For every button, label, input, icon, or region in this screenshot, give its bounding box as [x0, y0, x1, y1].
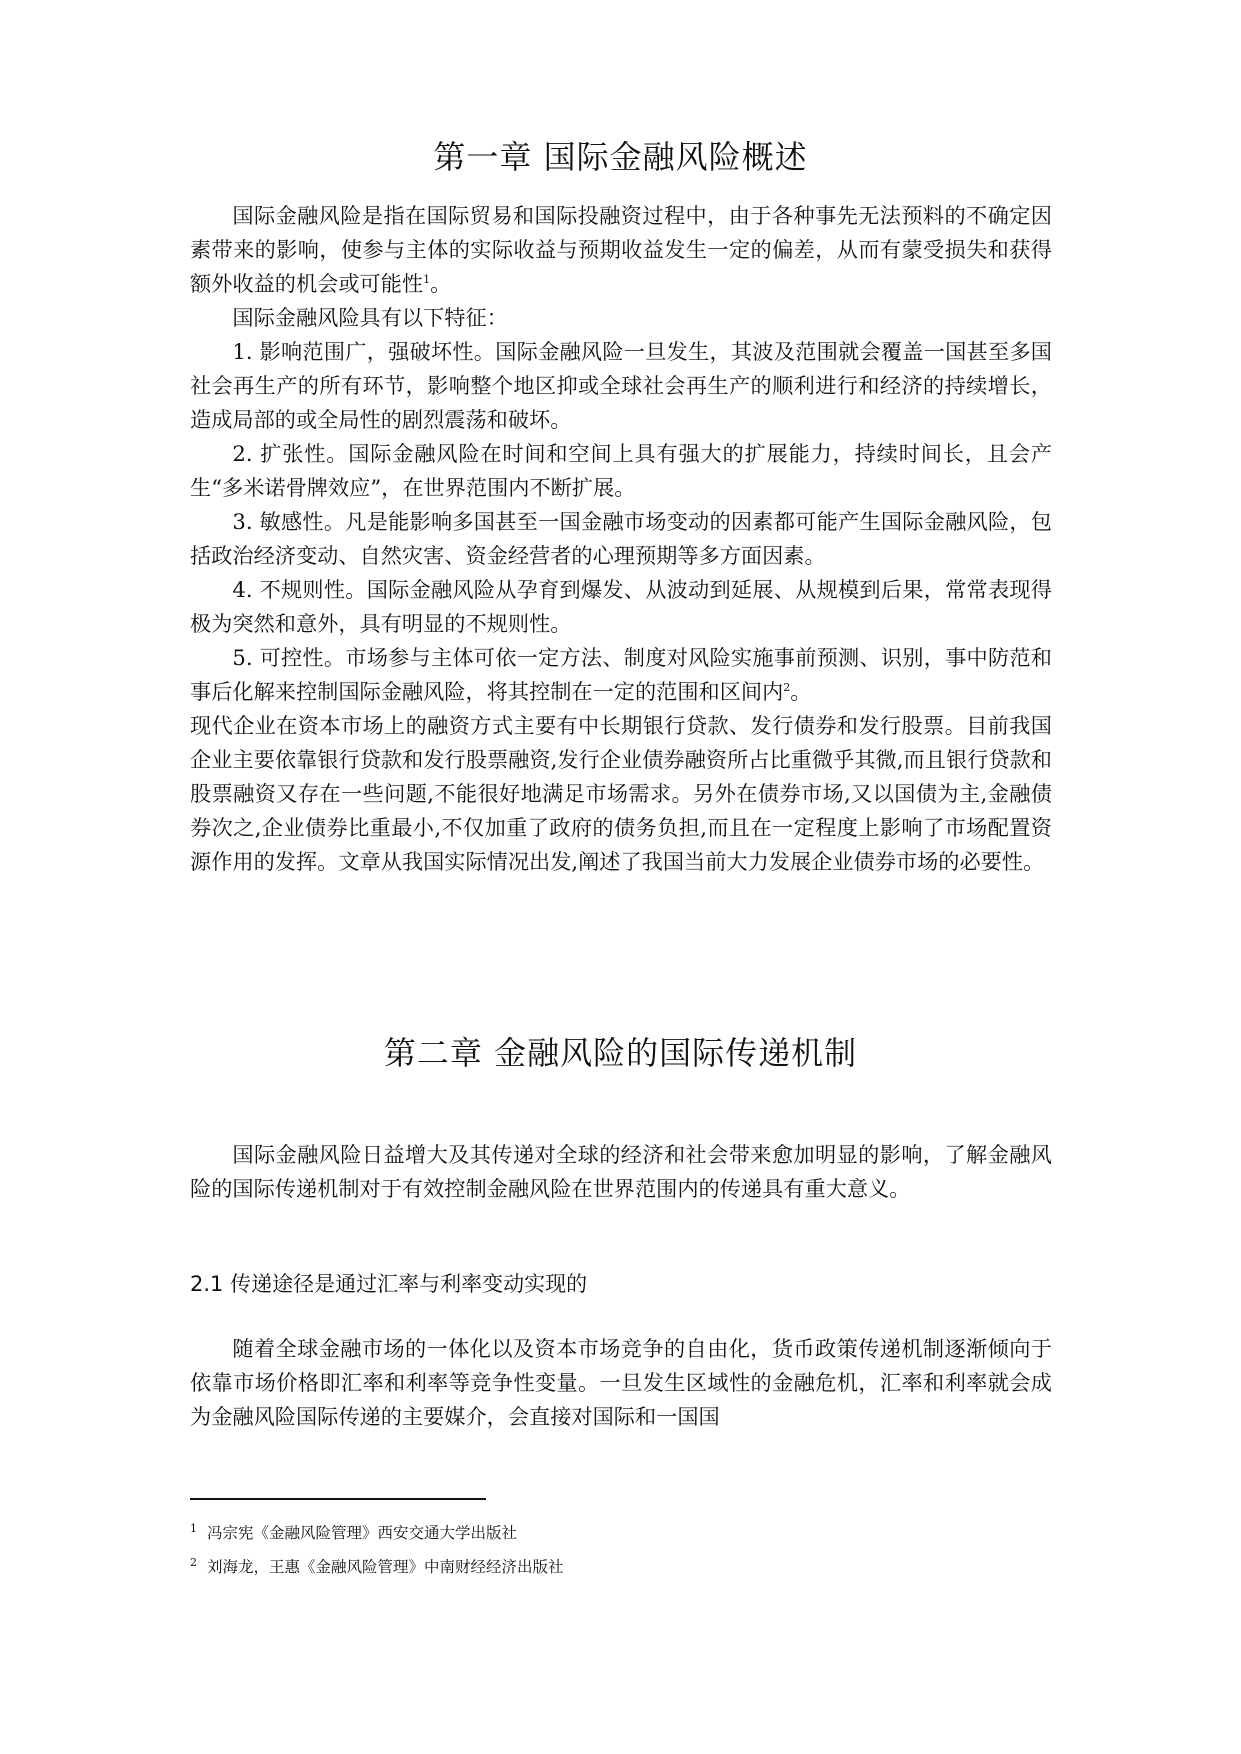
footnote-text: 刘海龙，王惠《金融风险管理》中南财经经济出版社	[207, 1558, 564, 1576]
paragraph: 现代企业在资本市场上的融资方式主要有中长期银行贷款、发行债券和发行股票。目前我国企业主要依靠银行贷款和发行股票融资,发行企业债券融资所占比重微乎其微,而且银行贷款和股票融资又存在一些问题,不能很好地满足市场需求。另外在债券市场,又以国债为主,金融债券次之,企业债券比重最小,不仅加重了政府的债务负担,而且在一定程度上影响了市场配置资源作用的发挥。文章从我国实际情况出发,阐述了我国当前大力发展企业债券市场的必要性。	[190, 713, 1052, 874]
chapter-1-body	[190, 199, 1052, 879]
chapter-2-title: 第二章 金融风险的国际传递机制	[383, 1034, 858, 1072]
feature-item-2: 2. 扩张性。国际金融风险在时间和空间上具有强大的扩展能力，持续时间长，且会产生“多米诺骨牌效应”，在世界范围内不断扩展。	[190, 441, 1052, 500]
feature-item-4: 4. 不规则性。国际金融风险从孕育到爆发、从波动到延展、从规模到后果，常常表现得极为突然和意外，具有明显的不规则性。	[190, 577, 1052, 636]
footnote-divider	[190, 1498, 486, 1500]
paragraph: 随着全球金融市场的一体化以及资本市场竞争的自由化，货币政策传递机制逐渐倾向于依靠市场价格即汇率和利率等竞争性变量。一旦发生区域性的金融危机，汇率和利率就会成为金融风险国际传递的主要媒介，会直接对国际和一国国	[190, 1336, 1052, 1429]
paragraph: 国际金融风险具有以下特征：	[232, 305, 508, 330]
footnotes	[190, 1516, 1052, 1584]
punctuation: 。	[430, 271, 452, 296]
footnote-number: 2	[190, 1555, 197, 1569]
paragraph-text: 5. 可控性。市场参与主体可依一定方法、制度对风险实施事前预测、识别，事中防范和事后化解来控制国际金融风险，将其控制在一定的范围和区间内	[190, 645, 1052, 704]
chapter-1-title: 第一章 国际金融风险概述	[433, 138, 808, 176]
section-heading-2-1: 2.1 传递途径是通过汇率与利率变动实现的	[190, 1272, 588, 1296]
footnote-2	[190, 1550, 1052, 1584]
chapter-2-intro	[190, 1138, 1052, 1206]
paragraph: 国际金融风险日益增大及其传递对全球的经济和社会带来愈加明显的影响，了解金融风险的国际传递机制对于有效控制金融风险在世界范围内的传递具有重大意义。	[190, 1142, 1052, 1201]
paragraph	[190, 199, 1052, 301]
feature-item-5	[190, 641, 1052, 709]
feature-item-3: 3. 敏感性。凡是能影响多国甚至一国金融市场变动的因素都可能产生国际金融风险，包括政治经济变动、自然灾害、资金经营者的心理预期等多方面因素。	[190, 509, 1052, 568]
feature-item-1: 1. 影响范围广，强破坏性。国际金融风险一旦发生，其波及范围就会覆盖一国甚至多国社会再生产的所有环节，影响整个地区抑或全球社会再生产的顺利进行和经济的持续增长，造成局部的或全局性的剧烈震荡和破坏。	[190, 339, 1052, 432]
footnote-text: 冯宗宪《金融风险管理》西安交通大学出版社	[207, 1524, 518, 1542]
footnote-ref-2[interactable]: 2	[783, 680, 791, 694]
section-2-1-body	[190, 1332, 1052, 1434]
footnote-1	[190, 1516, 1052, 1550]
paragraph-text: 国际金融风险是指在国际贸易和国际投融资过程中，由于各种事先无法预料的不确定因素带来的影响，使参与主体的实际收益与预期收益发生一定的偏差，从而有蒙受损失和获得额外收益的机会或可能性	[190, 203, 1052, 296]
punctuation: 。	[790, 679, 812, 704]
footnote-ref-1[interactable]: 1	[423, 272, 431, 286]
footnote-number: 1	[190, 1521, 197, 1535]
